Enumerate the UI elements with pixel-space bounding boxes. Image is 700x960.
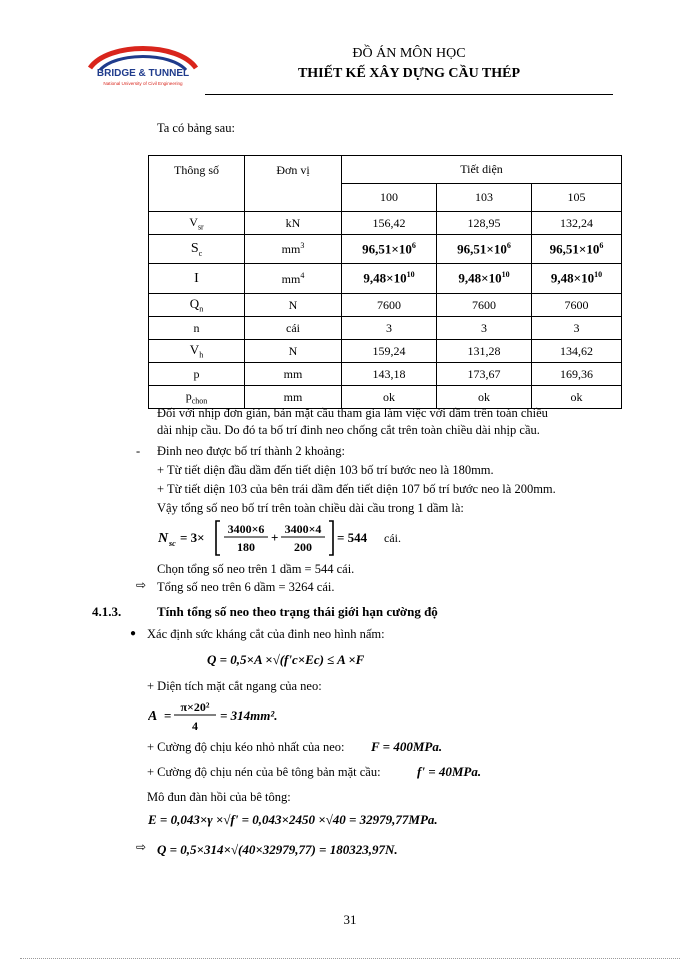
bullet-text: Tổng số neo trên 6 dầm = 3264 cái. xyxy=(157,580,335,594)
row-unit: mm xyxy=(245,363,342,386)
row-unit: mm xyxy=(281,271,301,286)
table-row xyxy=(149,212,622,235)
row-unit-sup: 3 xyxy=(300,241,305,250)
row-param-sub: chon xyxy=(191,396,208,406)
row-value: 132,24 xyxy=(532,212,622,235)
formula-asc-lhs: A xyxy=(148,709,158,724)
formula-num2: 3400×4 xyxy=(284,522,322,536)
row-value: 7600 xyxy=(532,294,622,317)
row-value: 134,62 xyxy=(532,340,622,363)
bullet-text: + Cường độ chịu nén của bê tông bản mặt cầu: xyxy=(147,765,381,779)
section-title: Tính tổng số neo theo trạng thái giới hạn cường độ xyxy=(157,604,438,619)
page-number: 31 xyxy=(343,912,357,927)
header-param: Thông số xyxy=(149,156,245,212)
row-param-sub: h xyxy=(199,350,204,360)
header-section: Tiết diện xyxy=(342,156,622,184)
svg-text:=: = xyxy=(164,708,172,723)
formula-num1: 3400×6 xyxy=(227,522,265,536)
row-unit: cái xyxy=(245,317,342,340)
row-value: 9,48×10 xyxy=(550,270,595,286)
bullet-text: + Cường độ chịu kéo nhỏ nhất của neo: xyxy=(147,740,345,754)
formula-lhs-sub: sc xyxy=(169,539,176,548)
row-value: 128,95 xyxy=(437,212,532,235)
formula-asc xyxy=(148,696,308,736)
row-unit: mm xyxy=(281,242,301,256)
row-value: 96,51×10 xyxy=(362,241,412,257)
row-value-exp: 10 xyxy=(406,270,415,280)
formula-den1: 180 xyxy=(237,540,255,554)
row-value: 173,67 xyxy=(437,363,532,386)
row-value: 96,51×10 xyxy=(549,241,600,257)
bullet-text: + Từ tiết diện 103 của bên trái dầm đến tiết diện 107 bố trí bước neo là 200mm. xyxy=(157,482,556,496)
section-100: 100 xyxy=(342,184,437,212)
row-param: V xyxy=(189,342,200,358)
formula-qn: Q = 0,5×A ×√(f'c×Ec) ≤ A ×F xyxy=(207,652,365,667)
row-value: 9,48×10 xyxy=(458,270,502,286)
table-row xyxy=(149,363,622,386)
formula-qn-result: Q = 0,5×314×√(40×32979,77) = 180323,97N. xyxy=(157,842,398,857)
row-value: ok xyxy=(342,386,437,409)
row-unit: N xyxy=(245,340,342,363)
row-value: 169,36 xyxy=(532,363,622,386)
section-103: 103 xyxy=(437,184,532,212)
formula-ec: E = 0,043×γ ×√f' = 0,043×2450 ×√40 = 32979,77MPa. xyxy=(148,812,438,827)
row-value-exp: 10 xyxy=(594,270,603,280)
bullet-text: + Diện tích mặt cắt ngang của neo: xyxy=(147,679,322,693)
formula-fu: F = 400MPa. xyxy=(371,739,443,754)
formula-asc-den: 4 xyxy=(192,719,198,733)
row-value: 131,28 xyxy=(437,340,532,363)
header-divider xyxy=(205,94,613,95)
row-param-sub: n xyxy=(199,304,204,314)
formula-fc: f' = 40MPa. xyxy=(417,764,482,779)
bullet-text: Vậy tổng số neo bố trí trên toàn chiều dài cầu trong 1 dầm là: xyxy=(157,501,464,515)
arrow-icon: ⇨ xyxy=(136,578,147,592)
row-value: ok xyxy=(532,386,622,409)
formula-lhs: N xyxy=(158,531,169,546)
header-unit: Đơn vị xyxy=(245,156,342,212)
row-value: 3 xyxy=(437,317,532,340)
paragraph-line: dài nhịp cầu. Do đó ta bố trí đinh neo chống cắt trên toàn chiều dài nhịp cầu. xyxy=(157,423,540,437)
row-unit: mm xyxy=(245,386,342,409)
row-value: 7600 xyxy=(437,294,532,317)
bullet-text: Đinh neo được bố trí thành 2 khoảng: xyxy=(157,444,346,458)
table-row xyxy=(149,294,622,317)
row-value: 9,48×10 xyxy=(363,270,407,286)
row-param: V xyxy=(189,214,198,229)
table-row xyxy=(149,340,622,363)
row-param-sub: c xyxy=(198,248,203,258)
row-value: 159,24 xyxy=(342,340,437,363)
row-value-exp: 6 xyxy=(506,240,511,250)
bullet-text: Mô đun đàn hồi của bê tông: xyxy=(147,790,291,804)
row-param: n xyxy=(149,317,245,340)
parameter-table xyxy=(148,155,622,409)
intro-text: Ta có bảng sau: xyxy=(157,121,235,135)
row-value: 3 xyxy=(342,317,437,340)
section-105: 105 xyxy=(532,184,622,212)
row-param: S xyxy=(190,240,199,256)
row-value-exp: 10 xyxy=(501,270,510,280)
logo-text: BRIDGE & TUNNEL xyxy=(96,68,190,79)
row-value: 143,18 xyxy=(342,363,437,386)
formula-nsc xyxy=(158,518,418,558)
paragraph-line: Đối với nhịp đơn giản, bản mặt cầu tham gia làm việc với dầm trên toàn chiều xyxy=(157,406,548,420)
header-line1: ĐỒ ÁN MÔN HỌC xyxy=(352,46,466,61)
formula-eq: = 3× xyxy=(180,530,205,545)
row-param-sub: sr xyxy=(197,222,204,232)
formula-plus: + xyxy=(271,530,279,545)
row-value: ok xyxy=(437,386,532,409)
row-param: p xyxy=(149,363,245,386)
row-value: 96,51×10 xyxy=(457,241,507,257)
row-unit-sup: 4 xyxy=(300,270,305,280)
bullet-dot-icon: ● xyxy=(130,628,137,639)
formula-result: = 544 xyxy=(337,530,368,545)
row-param: I xyxy=(194,270,199,286)
arrow-icon: ⇨ xyxy=(136,840,147,854)
header-line2: THIẾT KẾ XÂY DỰNG CẦU THÉP xyxy=(297,66,521,81)
bullet-text: Chọn tổng số neo trên 1 dầm = 544 cái. xyxy=(157,562,355,576)
bullet-text: + Từ tiết diện đầu dầm đến tiết diện 103 bố trí bước neo là 180mm. xyxy=(157,463,494,477)
row-value-exp: 6 xyxy=(411,240,416,250)
formula-unit: cái. xyxy=(384,531,401,545)
row-unit: N xyxy=(245,294,342,317)
logo-subtext: National University of Civil Engineering xyxy=(103,81,183,86)
row-param: p xyxy=(185,388,192,403)
formula-asc-rhs: = 314mm². xyxy=(220,708,278,723)
table-row xyxy=(149,317,622,340)
row-param: Q xyxy=(189,296,200,312)
section-number: 4.1.3. xyxy=(92,604,122,619)
dash-bullet: - xyxy=(136,444,141,458)
row-unit: kN xyxy=(245,212,342,235)
table-row xyxy=(149,264,622,294)
row-value: 7600 xyxy=(342,294,437,317)
row-value: 156,42 xyxy=(342,212,437,235)
footer-divider xyxy=(20,958,680,959)
bullet-text: Xác định sức kháng cắt của đinh neo hình nấm: xyxy=(147,627,385,641)
row-value-exp: 6 xyxy=(599,240,604,250)
row-value: 3 xyxy=(532,317,622,340)
bridge-tunnel-logo xyxy=(86,40,200,92)
table-row xyxy=(149,235,622,264)
formula-den2: 200 xyxy=(294,540,312,554)
formula-asc-num: π×20² xyxy=(180,700,210,714)
